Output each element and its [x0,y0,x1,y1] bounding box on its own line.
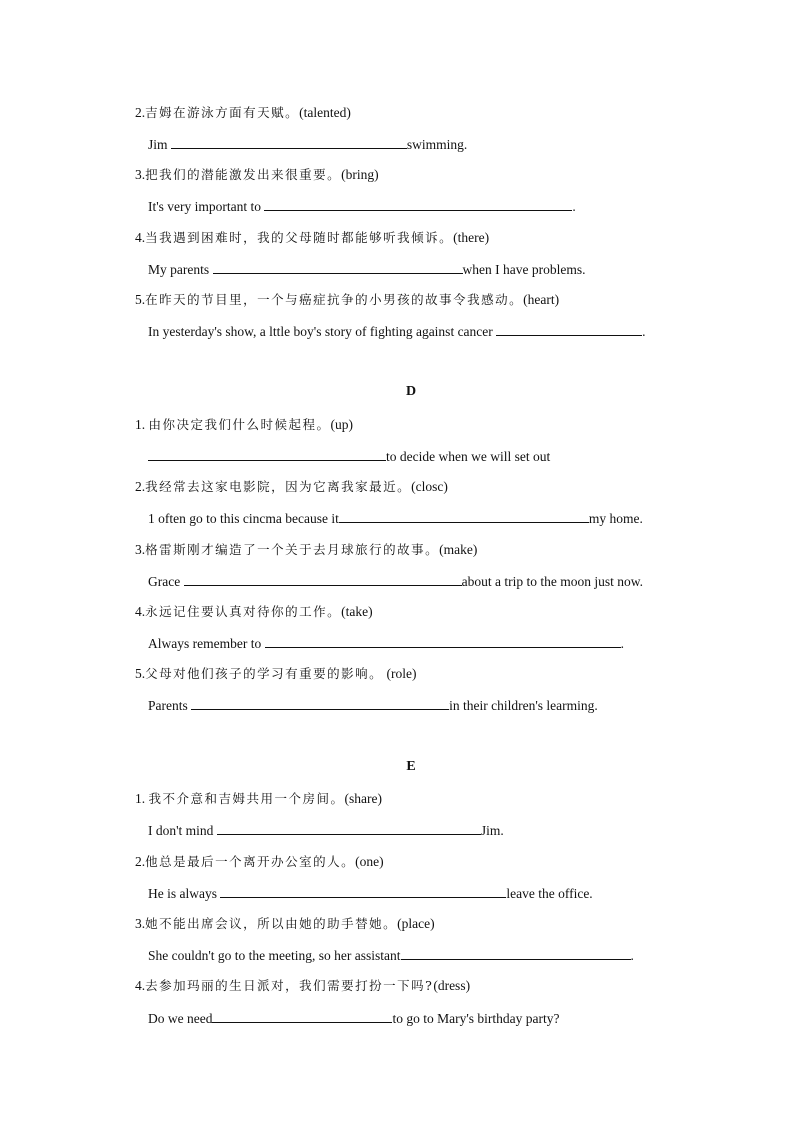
answer-line-c5: In yesterday's show, a lttle boy's story of fighting against cancer . [148,324,646,339]
answer-blank[interactable] [265,634,621,648]
answer-line-e3: She couldn't go to the meeting, so her assistant . [148,948,634,963]
chinese-prompt: 吉姆在游泳方面有天赋。 [145,105,300,120]
question-c3: 3.把我们的潜能激发出来很重要。(bring) [135,167,379,182]
chinese-prompt: 格雷斯刚才编造了一个关于去月球旅行的故事。 [145,542,440,557]
answer-blank[interactable] [401,946,631,960]
answer-line-c3: It's very important to . [148,199,576,214]
answer-blank[interactable] [264,197,572,211]
answer-line-d4: Always remember to . [148,636,624,651]
chinese-prompt: 把我们的潜能激发出来很重要。 [145,167,342,182]
question-c5: 5.在昨天的节目里，一个与癌症抗争的小男孩的故事令我感动。(heart) [135,292,560,307]
answer-line-c2: Jim swimming. [148,137,468,152]
question-e2: 2.他总是最后一个离开办公室的人。(one) [135,854,384,869]
hint-word: (share) [344,791,382,806]
answer-blank[interactable] [212,1009,392,1023]
question-c2: 2.吉姆在游泳方面有天赋。(talented) [135,105,351,120]
question-d4: 4.永远记住要认真对待你的工作。(take) [135,604,373,619]
answer-line-e4: Do we need to go to Mary's birthday party? [148,1011,560,1026]
answer-blank[interactable] [191,696,449,710]
hint-word: (closc) [411,479,448,494]
answer-blank[interactable] [217,821,481,835]
hint-word: (take) [341,604,373,619]
answer-blank[interactable] [184,572,462,586]
question-e1: 1. 我不介意和吉姆共用一个房间。(share) [135,791,382,806]
hint-word: (bring) [341,167,379,182]
answer-line-d1: to decide when we will set out [148,447,550,466]
chinese-prompt: 父母对他们孩子的学习有重要的影响。 [145,666,384,681]
hint-word: (there) [453,230,490,245]
hint-word: (talented) [299,105,351,120]
answer-line-c4: My parents when I have problems. [148,262,586,277]
hint-word: (dress) [433,978,471,993]
question-d5: 5.父母对他们孩子的学习有重要的影响。 (role) [135,666,417,681]
chinese-prompt: 在昨天的节目里，一个与癌症抗争的小男孩的故事令我感动。 [145,292,524,307]
question-c4: 4.当我遇到困难时，我的父母随时都能够听我倾诉。(there) [135,230,490,245]
chinese-prompt: 我不介意和吉姆共用一个房间。 [148,791,345,806]
answer-blank[interactable] [220,884,506,898]
chinese-prompt: 永远记住要认真对待你的工作。 [145,604,342,619]
hint-word: (up) [330,417,354,432]
hint-word: (make) [439,542,478,557]
answer-line-e1: I don't mind Jim. [148,823,504,838]
chinese-prompt: 去参加玛丽的生日派对，我们需要打扮一下吗? [145,978,434,993]
hint-word: (heart) [523,292,560,307]
chinese-prompt: 我经常去这家电影院，因为它离我家最近。 [145,479,412,494]
answer-line-d2: 1 often go to this cincma because it my home. [148,511,643,526]
answer-blank[interactable] [339,509,589,523]
hint-word: (role) [383,666,417,681]
answer-blank[interactable] [171,135,407,149]
chinese-prompt: 当我遇到困难时，我的父母随时都能够听我倾诉。 [145,230,454,245]
answer-line-e2: He is always leave the office. [148,886,593,901]
chinese-prompt: 她不能出席会议，所以由她的助手替她。 [145,916,398,931]
question-d3: 3.格雷斯刚才编造了一个关于去月球旅行的故事。(make) [135,542,478,557]
answer-line-d3: Grace about a trip to the moon just now. [148,574,643,589]
answer-line-d5: Parents in their children's learming. [148,698,598,713]
hint-word: (one) [355,854,384,869]
chinese-prompt: 由你决定我们什么时候起程。 [148,417,331,432]
chinese-prompt: 他总是最后一个离开办公室的人。 [145,854,356,869]
answer-blank[interactable] [148,447,386,461]
question-d2: 2.我经常去这家电影院，因为它离我家最近。(closc) [135,479,448,494]
section-heading-e: E [406,759,416,774]
answer-blank[interactable] [213,260,463,274]
question-e3: 3.她不能出席会议，所以由她的助手替她。(place) [135,916,435,931]
question-d1: 1. 由你决定我们什么时候起程。(up) [135,417,354,432]
question-e4: 4.去参加玛丽的生日派对，我们需要打扮一下吗?(dress) [135,978,471,993]
section-heading-d: D [405,384,417,399]
hint-word: (place) [397,916,435,931]
answer-blank[interactable] [496,322,642,336]
